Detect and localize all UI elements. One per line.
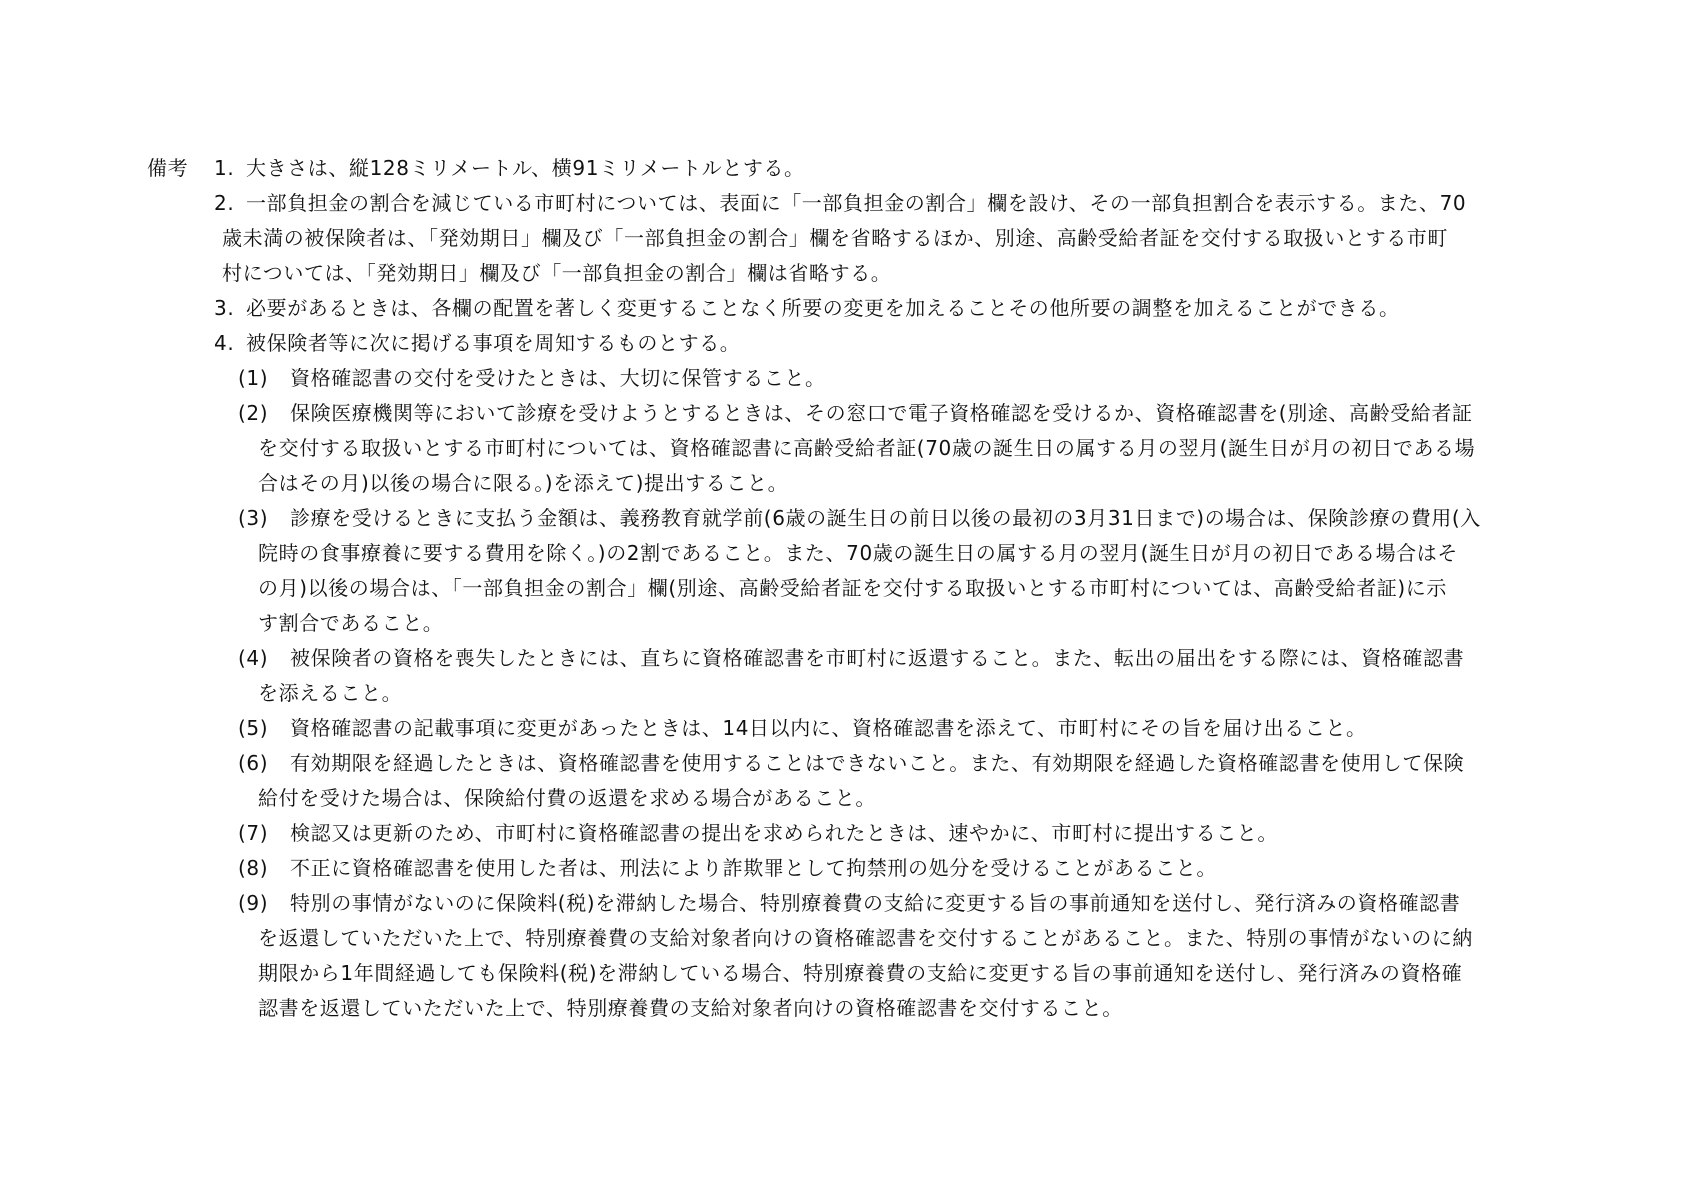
subitem-number: (4) — [238, 646, 269, 670]
item-text: 被保険者等に次に掲げる事項を周知するものとする。 — [246, 331, 741, 355]
subitem-text: 特別の事情がないのに保険料(税)を滞納した場合、特別療養費の支給に変更する旨の事前通知を送付し、発行済みの資格確認書 — [290, 891, 1461, 915]
subitem-number: (5) — [238, 716, 269, 740]
subitem-number: (1) — [238, 366, 269, 390]
subitem-text: 不正に資格確認書を使用した者は、刑法により詐欺罪として拘禁刑の処分を受けることがあること。 — [290, 856, 1217, 880]
subitem-text: を返還していただいた上で、特別療養費の支給対象者向けの資格確認書を交付することがあること。また、特別の事情がないのに納 — [258, 926, 1473, 950]
subitem-text: 検認又は更新のため、市町村に資格確認書の提出を求められたときは、速やかに、市町村に提出すること。 — [290, 821, 1278, 845]
item-number: 4. — [214, 331, 235, 355]
subitem-text: 有効期限を経過したときは、資格確認書を使用することはできないこと。また、有効期限を経過した資格確認書を使用して保険 — [290, 751, 1465, 775]
item-text: 大きさは、縦128ミリメートル、横91ミリメートルとする。 — [246, 156, 805, 180]
subitem-number: (3) — [238, 506, 269, 530]
subitem-text: 認書を返還していただいた上で、特別療養費の支給対象者向けの資格確認書を交付すること。 — [258, 996, 1123, 1020]
subitem-text: 院時の食事療養に要する費用を除く。)の2割であること。また、70歳の誕生日の属する月の翌月(誕生日が月の初日である場合はそ — [258, 541, 1458, 565]
subitem-text: す割合であること。 — [258, 611, 444, 635]
subitem-text: 給付を受けた場合は、保険給付費の返還を求める場合があること。 — [258, 786, 876, 810]
subitem-number: (2) — [238, 401, 269, 425]
subitem-number: (8) — [238, 856, 269, 880]
subitem-text: 保険医療機関等において診療を受けようとするときは、その窓口で電子資格確認を受けるか、資格確認書を(別途、高齢受給者証 — [290, 401, 1473, 425]
item-text: 必要があるときは、各欄の配置を著しく変更することなく所要の変更を加えることその他所要の調整を加えることができる。 — [246, 296, 1400, 320]
item-number: 2. — [214, 191, 235, 215]
subitem-text: 期限から1年間経過しても保険料(税)を滞納している場合、特別療養費の支給に変更する旨の事前通知を送付し、発行済みの資格確 — [258, 961, 1463, 985]
subitem-text: を添えること。 — [258, 681, 403, 705]
subitem-text: を交付する取扱いとする市町村については、資格確認書に高齢受給者証(70歳の誕生日の属する月の翌月(誕生日が月の初日である場 — [258, 436, 1476, 460]
item-text: 村については、「発効期日」欄及び「一部負担金の割合」欄は省略する。 — [222, 261, 892, 285]
subitem-text: 資格確認書の記載事項に変更があったときは、14日以内に、資格確認書を添えて、市町村にその旨を届け出ること。 — [290, 716, 1367, 740]
subitem-text: 資格確認書の交付を受けたときは、大切に保管すること。 — [290, 366, 826, 390]
remarks-heading: 備考 — [147, 156, 189, 180]
subitem-text: 被保険者の資格を喪失したときには、直ちに資格確認書を市町村に返還すること。また、転出の届出をする際には、資格確認書 — [290, 646, 1465, 670]
subitem-text: 合はその月)以後の場合に限る。)を添えて)提出すること。 — [258, 471, 789, 495]
subitem-number: (9) — [238, 891, 269, 915]
subitem-text: 診療を受けるときに支払う金額は、義務教育就学前(6歳の誕生日の前日以後の最初の3月31日まで)の場合は、保険診療の費用(入 — [290, 506, 1481, 530]
item-text: 歳未満の被保険者は、「発効期日」欄及び「一部負担金の割合」欄を省略するほか、別途、高齢受給者証を交付する取扱いとする市町 — [222, 226, 1448, 250]
item-text: 一部負担金の割合を減じている市町村については、表面に「一部負担金の割合」欄を設け、その一部負担割合を表示する。また、70 — [246, 191, 1467, 215]
subitem-number: (6) — [238, 751, 269, 775]
subitem-text: の月)以後の場合は、「一部負担金の割合」欄(別途、高齢受給者証を交付する取扱いとする市町村については、高齢受給者証)に示 — [258, 576, 1448, 600]
subitem-number: (7) — [238, 821, 269, 845]
item-number: 1. — [214, 156, 235, 180]
item-number: 3. — [214, 296, 235, 320]
